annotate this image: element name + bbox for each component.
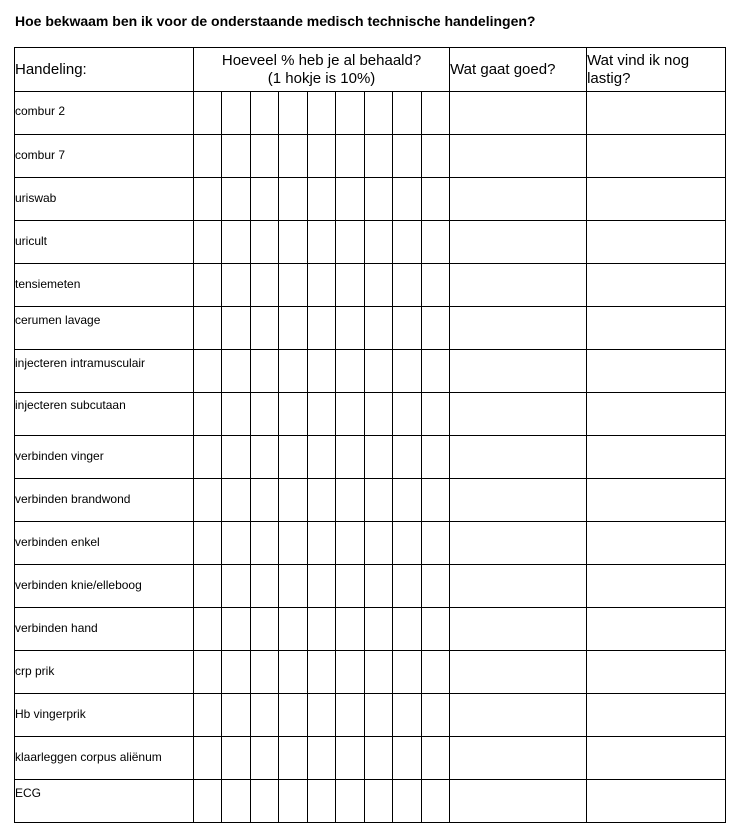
goed-cell[interactable] [450,608,587,651]
goed-cell[interactable] [450,737,587,780]
table-row [15,694,726,737]
percentage-box[interactable] [308,393,336,436]
table-row [15,608,726,651]
row-label-cell [15,221,194,264]
row-label: uricult [15,234,48,248]
percentage-box[interactable] [393,393,422,436]
goed-cell[interactable] [450,479,587,522]
lastig-cell[interactable] [587,522,726,565]
percentage-box[interactable] [393,178,422,221]
percentage-box[interactable] [393,608,422,651]
percentage-box[interactable] [251,178,279,221]
percentage-box[interactable] [194,350,222,393]
header-percentage-line1: Hoeveel % heb je al behaald? [221,51,422,69]
goed-cell[interactable] [450,780,587,823]
percentage-box[interactable] [336,436,365,479]
row-label: klaarleggen corpus aliënum [15,750,162,764]
percentage-box[interactable] [251,264,279,307]
row-label-cell [15,780,194,823]
header-percentage [194,48,450,92]
percentage-box[interactable] [222,178,251,221]
table-row [15,264,726,307]
percentage-box[interactable] [194,393,222,436]
row-label-cell [15,522,194,565]
percentage-box[interactable] [422,608,450,651]
row-label: ECG [15,786,42,800]
percentage-box[interactable] [279,608,308,651]
lastig-cell[interactable] [587,264,726,307]
percentage-box[interactable] [308,307,336,350]
goed-cell[interactable] [450,350,587,393]
percentage-box[interactable] [222,522,251,565]
row-label: cerumen lavage [15,313,101,327]
table-row [15,178,726,221]
goed-cell[interactable] [450,522,587,565]
percentage-box[interactable] [393,350,422,393]
percentage-box[interactable] [279,651,308,694]
header-handeling: Handeling: [15,48,194,92]
percentage-box[interactable] [422,264,450,307]
row-label: verbinden knie/elleboog [15,578,142,592]
table-row [15,135,726,178]
row-label-cell [15,264,194,307]
row-label: combur 2 [15,104,66,118]
percentage-box[interactable] [336,221,365,264]
percentage-box[interactable] [222,393,251,436]
table-row [15,221,726,264]
lastig-cell[interactable] [587,92,726,135]
percentage-box[interactable] [422,436,450,479]
percentage-box[interactable] [365,522,393,565]
percentage-box[interactable] [222,694,251,737]
percentage-box[interactable] [279,565,308,608]
percentage-box[interactable] [393,135,422,178]
goed-cell[interactable] [450,221,587,264]
percentage-box[interactable] [222,135,251,178]
percentage-box[interactable] [251,135,279,178]
lastig-cell[interactable] [587,479,726,522]
percentage-box[interactable] [251,436,279,479]
percentage-box[interactable] [365,737,393,780]
lastig-cell[interactable] [587,135,726,178]
table-row [15,436,726,479]
percentage-box[interactable] [336,264,365,307]
percentage-box[interactable] [194,436,222,479]
percentage-box[interactable] [279,92,308,135]
row-label: verbinden enkel [15,535,100,549]
header-percentage-line2: (1 hokje is 10%) [267,69,376,87]
percentage-box[interactable] [251,393,279,436]
percentage-box[interactable] [279,350,308,393]
percentage-box[interactable] [251,92,279,135]
header-lastig-line1: Wat vind ik nog [587,51,690,69]
percentage-box[interactable] [194,780,222,823]
lastig-cell[interactable] [587,436,726,479]
percentage-box[interactable] [422,393,450,436]
goed-cell[interactable] [450,92,587,135]
percentage-box[interactable] [251,780,279,823]
percentage-box[interactable] [393,479,422,522]
lastig-cell[interactable] [587,608,726,651]
percentage-box[interactable] [365,479,393,522]
percentage-box[interactable] [393,780,422,823]
row-label-cell [15,393,194,436]
percentage-box[interactable] [279,694,308,737]
header-goed: Wat gaat goed? [450,48,587,92]
row-label: Hb vingerprik [15,707,86,721]
percentage-box[interactable] [365,307,393,350]
percentage-box[interactable] [194,307,222,350]
percentage-box[interactable] [336,651,365,694]
row-label: crp prik [15,664,55,678]
percentage-box[interactable] [308,608,336,651]
percentage-box[interactable] [336,780,365,823]
goed-cell[interactable] [450,436,587,479]
percentage-box[interactable] [308,264,336,307]
percentage-box[interactable] [336,393,365,436]
percentage-box[interactable] [251,737,279,780]
row-label: injecteren subcutaan [15,398,126,412]
percentage-box[interactable] [308,178,336,221]
percentage-box[interactable] [308,350,336,393]
percentage-box[interactable] [279,135,308,178]
percentage-box[interactable] [422,737,450,780]
row-label-cell [15,565,194,608]
percentage-box[interactable] [279,436,308,479]
row-label: injecteren intramusculair [15,356,146,370]
percentage-box[interactable] [308,135,336,178]
lastig-cell[interactable] [587,393,726,436]
percentage-box[interactable] [222,436,251,479]
goed-cell[interactable] [450,694,587,737]
percentage-box[interactable] [422,694,450,737]
percentage-box[interactable] [251,350,279,393]
percentage-box[interactable] [422,522,450,565]
row-label: verbinden vinger [15,449,104,463]
percentage-box[interactable] [308,92,336,135]
percentage-box[interactable] [365,92,393,135]
percentage-box[interactable] [222,92,251,135]
percentage-box[interactable] [222,780,251,823]
percentage-box[interactable] [393,307,422,350]
row-label-cell [15,737,194,780]
percentage-box[interactable] [422,565,450,608]
percentage-box[interactable] [422,479,450,522]
percentage-box[interactable] [422,92,450,135]
percentage-box[interactable] [422,350,450,393]
percentage-box[interactable] [336,737,365,780]
percentage-box[interactable] [194,135,222,178]
row-label-cell [15,694,194,737]
percentage-box[interactable] [279,264,308,307]
percentage-box[interactable] [336,307,365,350]
percentage-box[interactable] [336,135,365,178]
row-label-cell [15,178,194,221]
percentage-box[interactable] [365,608,393,651]
row-label: combur 7 [15,148,66,162]
page-title: Hoe bekwaam ben ik voor de onderstaande medisch technische handelingen? [15,13,536,29]
percentage-box[interactable] [194,608,222,651]
percentage-box[interactable] [336,608,365,651]
table-row [15,565,726,608]
percentage-box[interactable] [222,565,251,608]
percentage-box[interactable] [222,350,251,393]
row-label-cell [15,350,194,393]
table-row [15,393,726,436]
percentage-box[interactable] [308,694,336,737]
percentage-box[interactable] [308,565,336,608]
lastig-cell[interactable] [587,780,726,823]
row-label: verbinden hand [15,621,98,635]
percentage-box[interactable] [365,393,393,436]
row-label-cell [15,92,194,135]
percentage-box[interactable] [279,479,308,522]
percentage-box[interactable] [365,436,393,479]
competency-table [14,47,726,823]
percentage-box[interactable] [336,694,365,737]
percentage-box[interactable] [194,651,222,694]
percentage-box[interactable] [251,221,279,264]
percentage-box[interactable] [336,350,365,393]
percentage-box[interactable] [222,264,251,307]
table-row [15,651,726,694]
percentage-box[interactable] [194,264,222,307]
percentage-box[interactable] [279,178,308,221]
percentage-box[interactable] [251,694,279,737]
percentage-box[interactable] [365,651,393,694]
percentage-box[interactable] [336,522,365,565]
table-row [15,479,726,522]
percentage-box[interactable] [279,737,308,780]
lastig-cell[interactable] [587,307,726,350]
row-label-cell [15,479,194,522]
percentage-box[interactable] [393,651,422,694]
percentage-box[interactable] [222,221,251,264]
percentage-box[interactable] [194,221,222,264]
row-label-cell [15,135,194,178]
percentage-box[interactable] [365,565,393,608]
percentage-box[interactable] [194,737,222,780]
percentage-box[interactable] [251,608,279,651]
lastig-cell[interactable] [587,651,726,694]
percentage-box[interactable] [393,221,422,264]
lastig-cell[interactable] [587,565,726,608]
goed-cell[interactable] [450,651,587,694]
goed-cell[interactable] [450,565,587,608]
percentage-box[interactable] [308,436,336,479]
percentage-box[interactable] [308,737,336,780]
percentage-box[interactable] [393,522,422,565]
row-label-cell [15,608,194,651]
percentage-box[interactable] [365,178,393,221]
percentage-box[interactable] [393,92,422,135]
lastig-cell[interactable] [587,221,726,264]
percentage-box[interactable] [336,479,365,522]
percentage-box[interactable] [393,565,422,608]
lastig-cell[interactable] [587,737,726,780]
goed-cell[interactable] [450,393,587,436]
percentage-box[interactable] [222,479,251,522]
header-lastig [587,48,726,92]
percentage-box[interactable] [251,479,279,522]
goed-cell[interactable] [450,178,587,221]
percentage-box[interactable] [393,694,422,737]
percentage-box[interactable] [279,522,308,565]
row-label: uriswab [15,191,57,205]
row-label: tensiemeten [15,277,81,291]
row-label-cell [15,307,194,350]
percentage-box[interactable] [308,651,336,694]
row-label-cell [15,651,194,694]
percentage-box[interactable] [308,221,336,264]
lastig-cell[interactable] [587,350,726,393]
percentage-box[interactable] [222,651,251,694]
percentage-box[interactable] [365,221,393,264]
percentage-box[interactable] [365,135,393,178]
percentage-box[interactable] [365,264,393,307]
percentage-box[interactable] [365,694,393,737]
percentage-box[interactable] [422,780,450,823]
percentage-box[interactable] [194,92,222,135]
percentage-box[interactable] [308,780,336,823]
table-row [15,307,726,350]
percentage-box[interactable] [194,479,222,522]
table-row [15,737,726,780]
percentage-box[interactable] [222,608,251,651]
percentage-box[interactable] [336,92,365,135]
percentage-box[interactable] [336,565,365,608]
percentage-box[interactable] [194,694,222,737]
percentage-box[interactable] [422,651,450,694]
percentage-box[interactable] [393,436,422,479]
goed-cell[interactable] [450,264,587,307]
percentage-box[interactable] [393,737,422,780]
percentage-box[interactable] [279,307,308,350]
lastig-cell[interactable] [587,178,726,221]
percentage-box[interactable] [279,221,308,264]
percentage-box[interactable] [422,135,450,178]
percentage-box[interactable] [393,264,422,307]
percentage-box[interactable] [365,350,393,393]
percentage-box[interactable] [422,307,450,350]
percentage-box[interactable] [365,780,393,823]
percentage-box[interactable] [308,522,336,565]
table-header-row [15,48,726,92]
row-label-cell [15,436,194,479]
percentage-box[interactable] [251,565,279,608]
row-label: verbinden brandwond [15,492,131,506]
percentage-box[interactable] [194,522,222,565]
table-row [15,92,726,135]
header-lastig-line2: lastig? [587,69,631,87]
percentage-box[interactable] [336,178,365,221]
percentage-box[interactable] [194,565,222,608]
percentage-box[interactable] [194,178,222,221]
lastig-cell[interactable] [587,694,726,737]
percentage-box[interactable] [251,651,279,694]
percentage-box[interactable] [279,393,308,436]
table-row [15,522,726,565]
goed-cell[interactable] [450,307,587,350]
percentage-box[interactable] [422,221,450,264]
percentage-box[interactable] [251,522,279,565]
percentage-box[interactable] [222,737,251,780]
goed-cell[interactable] [450,135,587,178]
percentage-box[interactable] [222,307,251,350]
table-row [15,350,726,393]
table-row [15,780,726,823]
percentage-box[interactable] [308,479,336,522]
percentage-box[interactable] [422,178,450,221]
percentage-box[interactable] [279,780,308,823]
percentage-box[interactable] [251,307,279,350]
